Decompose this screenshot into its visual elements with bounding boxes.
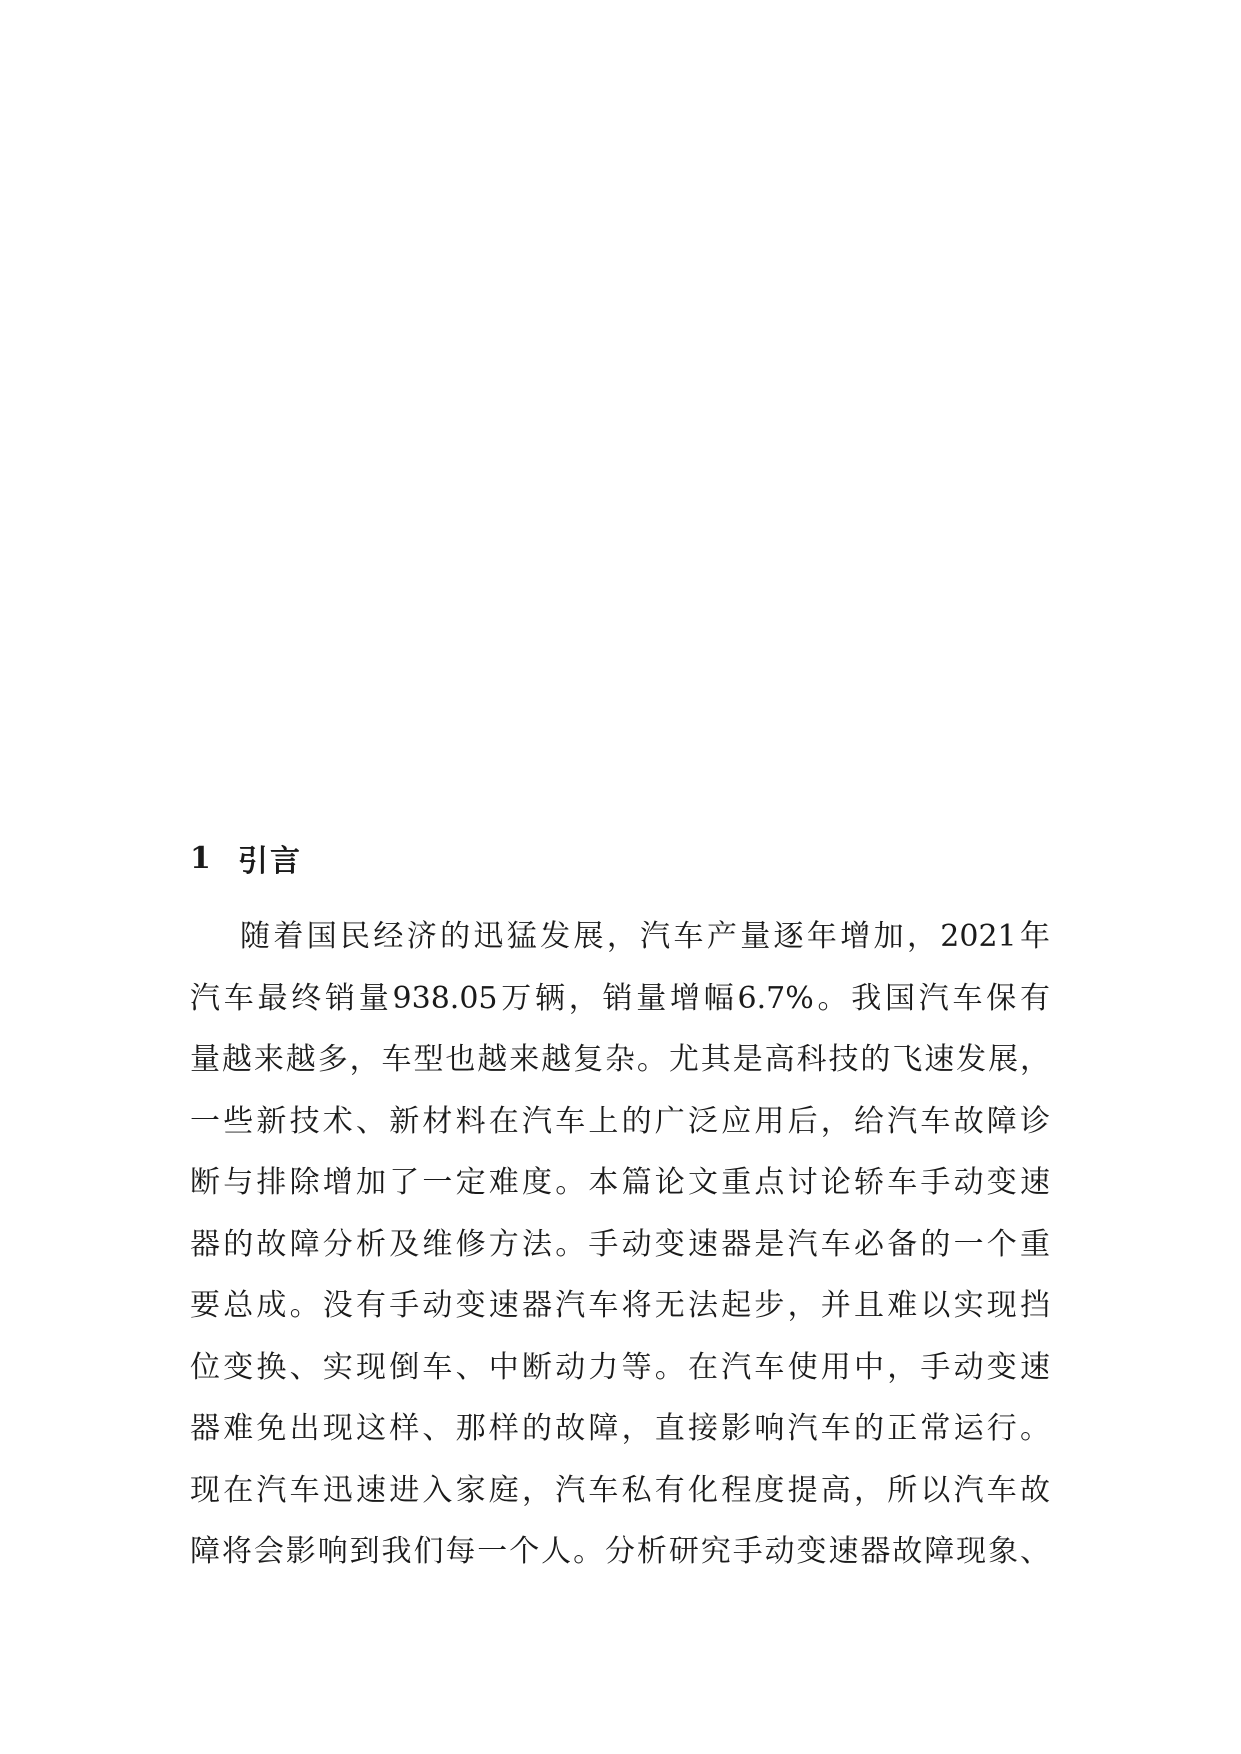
paragraph-line-3: 量越来越多，车型也越来越复杂。尤其是高科技的飞速发展， xyxy=(190,1042,1050,1077)
paragraph-line-6: 器的故障分析及维修方法。手动变速器是汽车必备的一个重 xyxy=(190,1226,1050,1262)
section-heading xyxy=(190,836,302,880)
paragraph-line-10: 现在汽车迅速进入家庭，汽车私有化程度提高，所以汽车故 xyxy=(190,1472,1050,1508)
paragraph-line-5: 断与排除增加了一定难度。本篇论文重点讨论轿车手动变速 xyxy=(190,1165,1050,1200)
body-paragraph xyxy=(190,906,1050,1583)
paragraph-line-7: 要总成。没有手动变速器汽车将无法起步，并且难以实现挡 xyxy=(190,1288,1050,1323)
paragraph-line-1: 随着国民经济的迅猛发展，汽车产量逐年增加，2021年 xyxy=(240,919,1050,954)
section-number: 1 xyxy=(190,840,213,876)
section-title: 引言 xyxy=(238,844,302,879)
paragraph-line-9: 器难免出现这样、那样的故障，直接影响汽车的正常运行。 xyxy=(190,1411,1050,1446)
paragraph-line-8: 位变换、实现倒车、中断动力等。在汽车使用中，手动变速 xyxy=(190,1349,1050,1385)
paragraph-line-11: 障将会影响到我们每一个人。分析研究手动变速器故障现象、 xyxy=(190,1534,1050,1569)
paragraph-line-2: 汽车最终销量938.05万辆，销量增幅6.7%。我国汽车保有 xyxy=(190,980,1050,1016)
paragraph-line-4: 一些新技术、新材料在汽车上的广泛应用后，给汽车故障诊 xyxy=(190,1103,1050,1139)
